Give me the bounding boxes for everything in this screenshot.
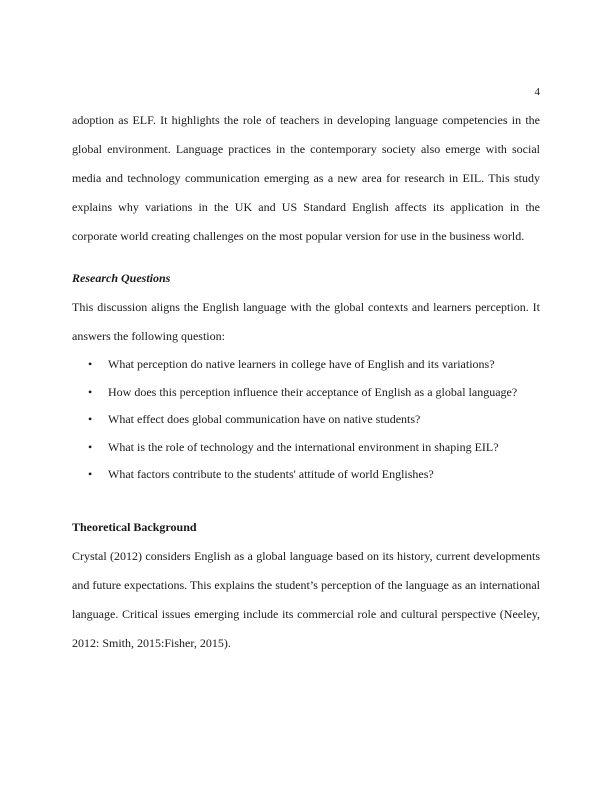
bullet-icon: • bbox=[88, 467, 93, 481]
bullet-icon: • bbox=[88, 384, 93, 399]
list-item-text: What factors contribute to the students' attitude of world Englishes? bbox=[108, 467, 434, 481]
list-item-text: What perception do native learners in college have of English and its variations? bbox=[108, 357, 495, 371]
bullet-icon: • bbox=[88, 412, 93, 426]
list-item-text: How does this perception influence their acceptance of English as a global language? bbox=[108, 384, 518, 399]
research-questions-lead: This discussion aligns the English language with the global contexts and learners perception. It answers the following question: bbox=[72, 300, 540, 343]
document-body bbox=[72, 106, 540, 658]
research-questions-heading: Research Questions bbox=[72, 271, 171, 285]
list-item bbox=[72, 379, 540, 407]
list-item bbox=[72, 461, 540, 489]
list-item-text: What effect does global communication have on native students? bbox=[108, 412, 421, 426]
theoretical-background-heading: Theoretical Background bbox=[72, 519, 197, 534]
list-item bbox=[72, 434, 540, 462]
page-number: 4 bbox=[534, 86, 540, 98]
bullet-icon: • bbox=[88, 357, 93, 371]
list-item-text: What is the role of technology and the international environment in shaping EIL? bbox=[108, 439, 499, 454]
research-questions-list bbox=[72, 351, 540, 489]
intro-paragraph: adoption as ELF. It highlights the role of teachers in developing language competencies in the global environment. Language practices in the contemporary society also emerge with social media and technology communication emerging as a new area for research in EIL. This study explains why variations in the UK and US Standard English affects its application in the corporate world creating challenges on the most popular version for use in the business world. bbox=[72, 113, 540, 243]
theoretical-background-paragraph: Crystal (2012) considers English as a global language based on its history, current developments and future expectations. This explains the student’s perception of the language as an international language. Critical issues emerging include its commercial role and cultural perspective (Neeley, 2012: Smith, 2015:Fisher, 2015). bbox=[72, 548, 540, 650]
bullet-icon: • bbox=[88, 439, 93, 454]
list-item bbox=[72, 406, 540, 434]
list-item bbox=[72, 351, 540, 379]
